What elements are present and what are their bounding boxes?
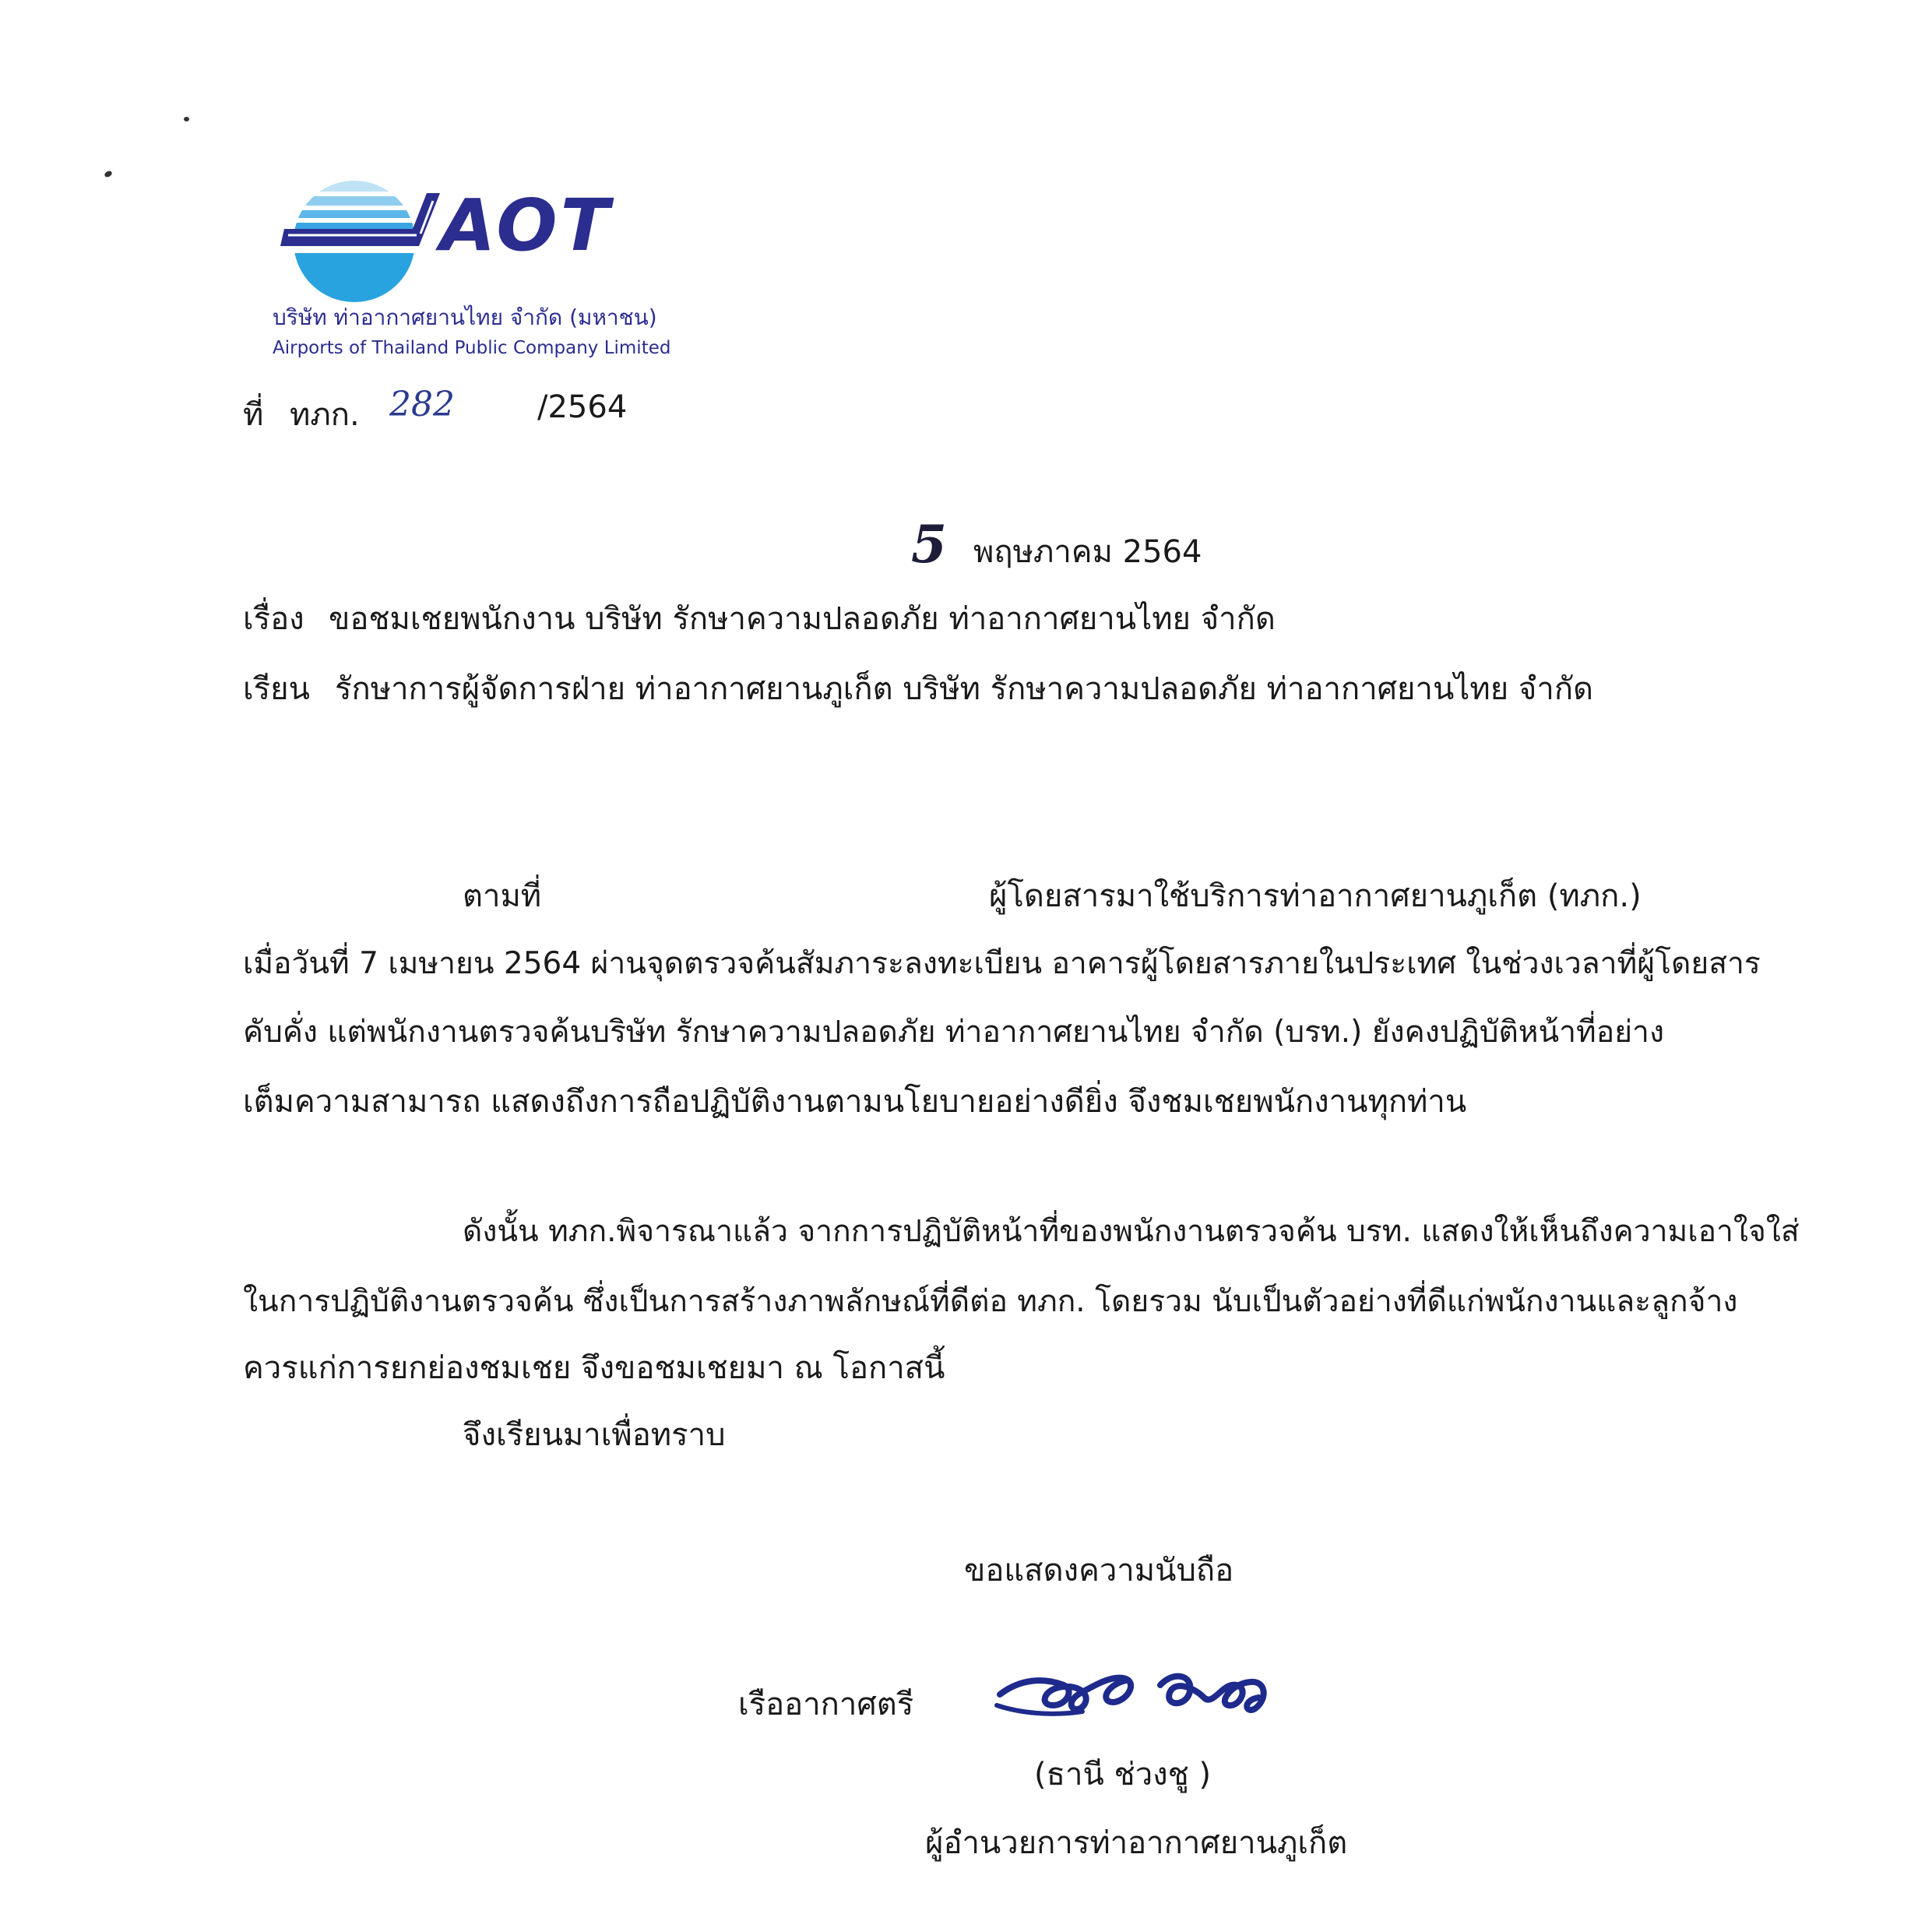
paragraph2-line4: จึงเรียนมาเพื่อทราบ xyxy=(463,1417,726,1453)
company-name-english: Airports of Thailand Public Company Limited xyxy=(273,338,671,358)
signer-name: (ธานี ช่วงชู ) xyxy=(1034,1757,1212,1793)
paragraph2-line2: ในการปฏิบัติงานตรวจค้น ซึ่งเป็นการสร้างภาพลักษณ์ที่ดีต่อ ทภก. โดยรวม นับเป็นตัวอย่างที่ดีแก่พนักงานและลูกจ้าง xyxy=(243,1284,1738,1319)
scan-speck xyxy=(104,170,113,178)
paragraph1-lead: ตามที่ xyxy=(463,878,542,914)
scan-speck xyxy=(184,117,189,121)
date-month-year: พฤษภาคม 2564 xyxy=(973,534,1202,570)
ref-year: /2564 xyxy=(537,389,628,425)
ref-label: ที่ xyxy=(243,397,264,433)
paragraph2-line1: ดังนั้น ทภก.พิจารณาแล้ว จากการปฏิบัติหน้าที่ของพนักงานตรวจค้น บรท. แสดงให้เห็นถึงความเอาใจใส่ xyxy=(463,1214,1800,1249)
recipient-label: เรียน xyxy=(243,671,310,707)
aot-emblem-icon xyxy=(280,179,444,304)
subject-text: ขอชมเชยพนักงาน บริษัท รักษาความปลอดภัย ท่าอากาศยานไทย จำกัด xyxy=(329,601,1276,637)
paragraph1-line1-rest: ผู้โดยสารมาใช้บริการท่าอากาศยานภูเก็ต (ทภก.) xyxy=(989,878,1642,914)
paragraph1-line3: คับคั่ง แต่พนักงานตรวจค้นบริษัท รักษาความปลอดภัย ท่าอากาศยานไทย จำกัด (บรท.) ยังคงปฏิบัติหน้าที่อย่าง xyxy=(243,1015,1664,1050)
signer-position: ผู้อำนวยการท่าอากาศยานภูเก็ต xyxy=(925,1825,1348,1861)
paragraph2-line3: ควรแก่การยกย่องชมเชย จึงขอชมเชยมา ณ โอกาสนี้ xyxy=(243,1350,945,1386)
recipient-text: รักษาการผู้จัดการฝ่าย ท่าอากาศยานภูเก็ต บริษัท รักษาความปลอดภัย ท่าอากาศยานไทย จำกัด xyxy=(335,671,1594,707)
paragraph1-line4: เต็มความสามารถ แสดงถึงการถือปฏิบัติงานตามนโยบายอย่างดียิ่ง จึงชมเชยพนักงานทุกท่าน xyxy=(243,1084,1467,1120)
signer-rank: เรืออากาศตรี xyxy=(738,1687,914,1722)
aot-logo-text: AOT xyxy=(440,184,613,267)
paragraph1-line2: เมื่อวันที่ 7 เมษายน 2564 ผ่านจุดตรวจค้นสัมภาระลงทะเบียน อาคารผู้โดยสารภายในประเทศ ในช่วงเวลาที่ผู้โดยสาร xyxy=(243,946,1761,981)
date-day-handwritten: 5 xyxy=(911,514,947,575)
ref-dept: ทภก. xyxy=(290,397,360,433)
closing-regards: ขอแสดงความนับถือ xyxy=(964,1553,1234,1589)
ref-number-handwritten: 282 xyxy=(389,385,455,424)
handwritten-signature xyxy=(989,1651,1300,1736)
subject-label: เรื่อง xyxy=(243,601,304,637)
company-name-thai: บริษัท ท่าอากาศยานไทย จำกัด (มหาชน) xyxy=(273,304,657,330)
